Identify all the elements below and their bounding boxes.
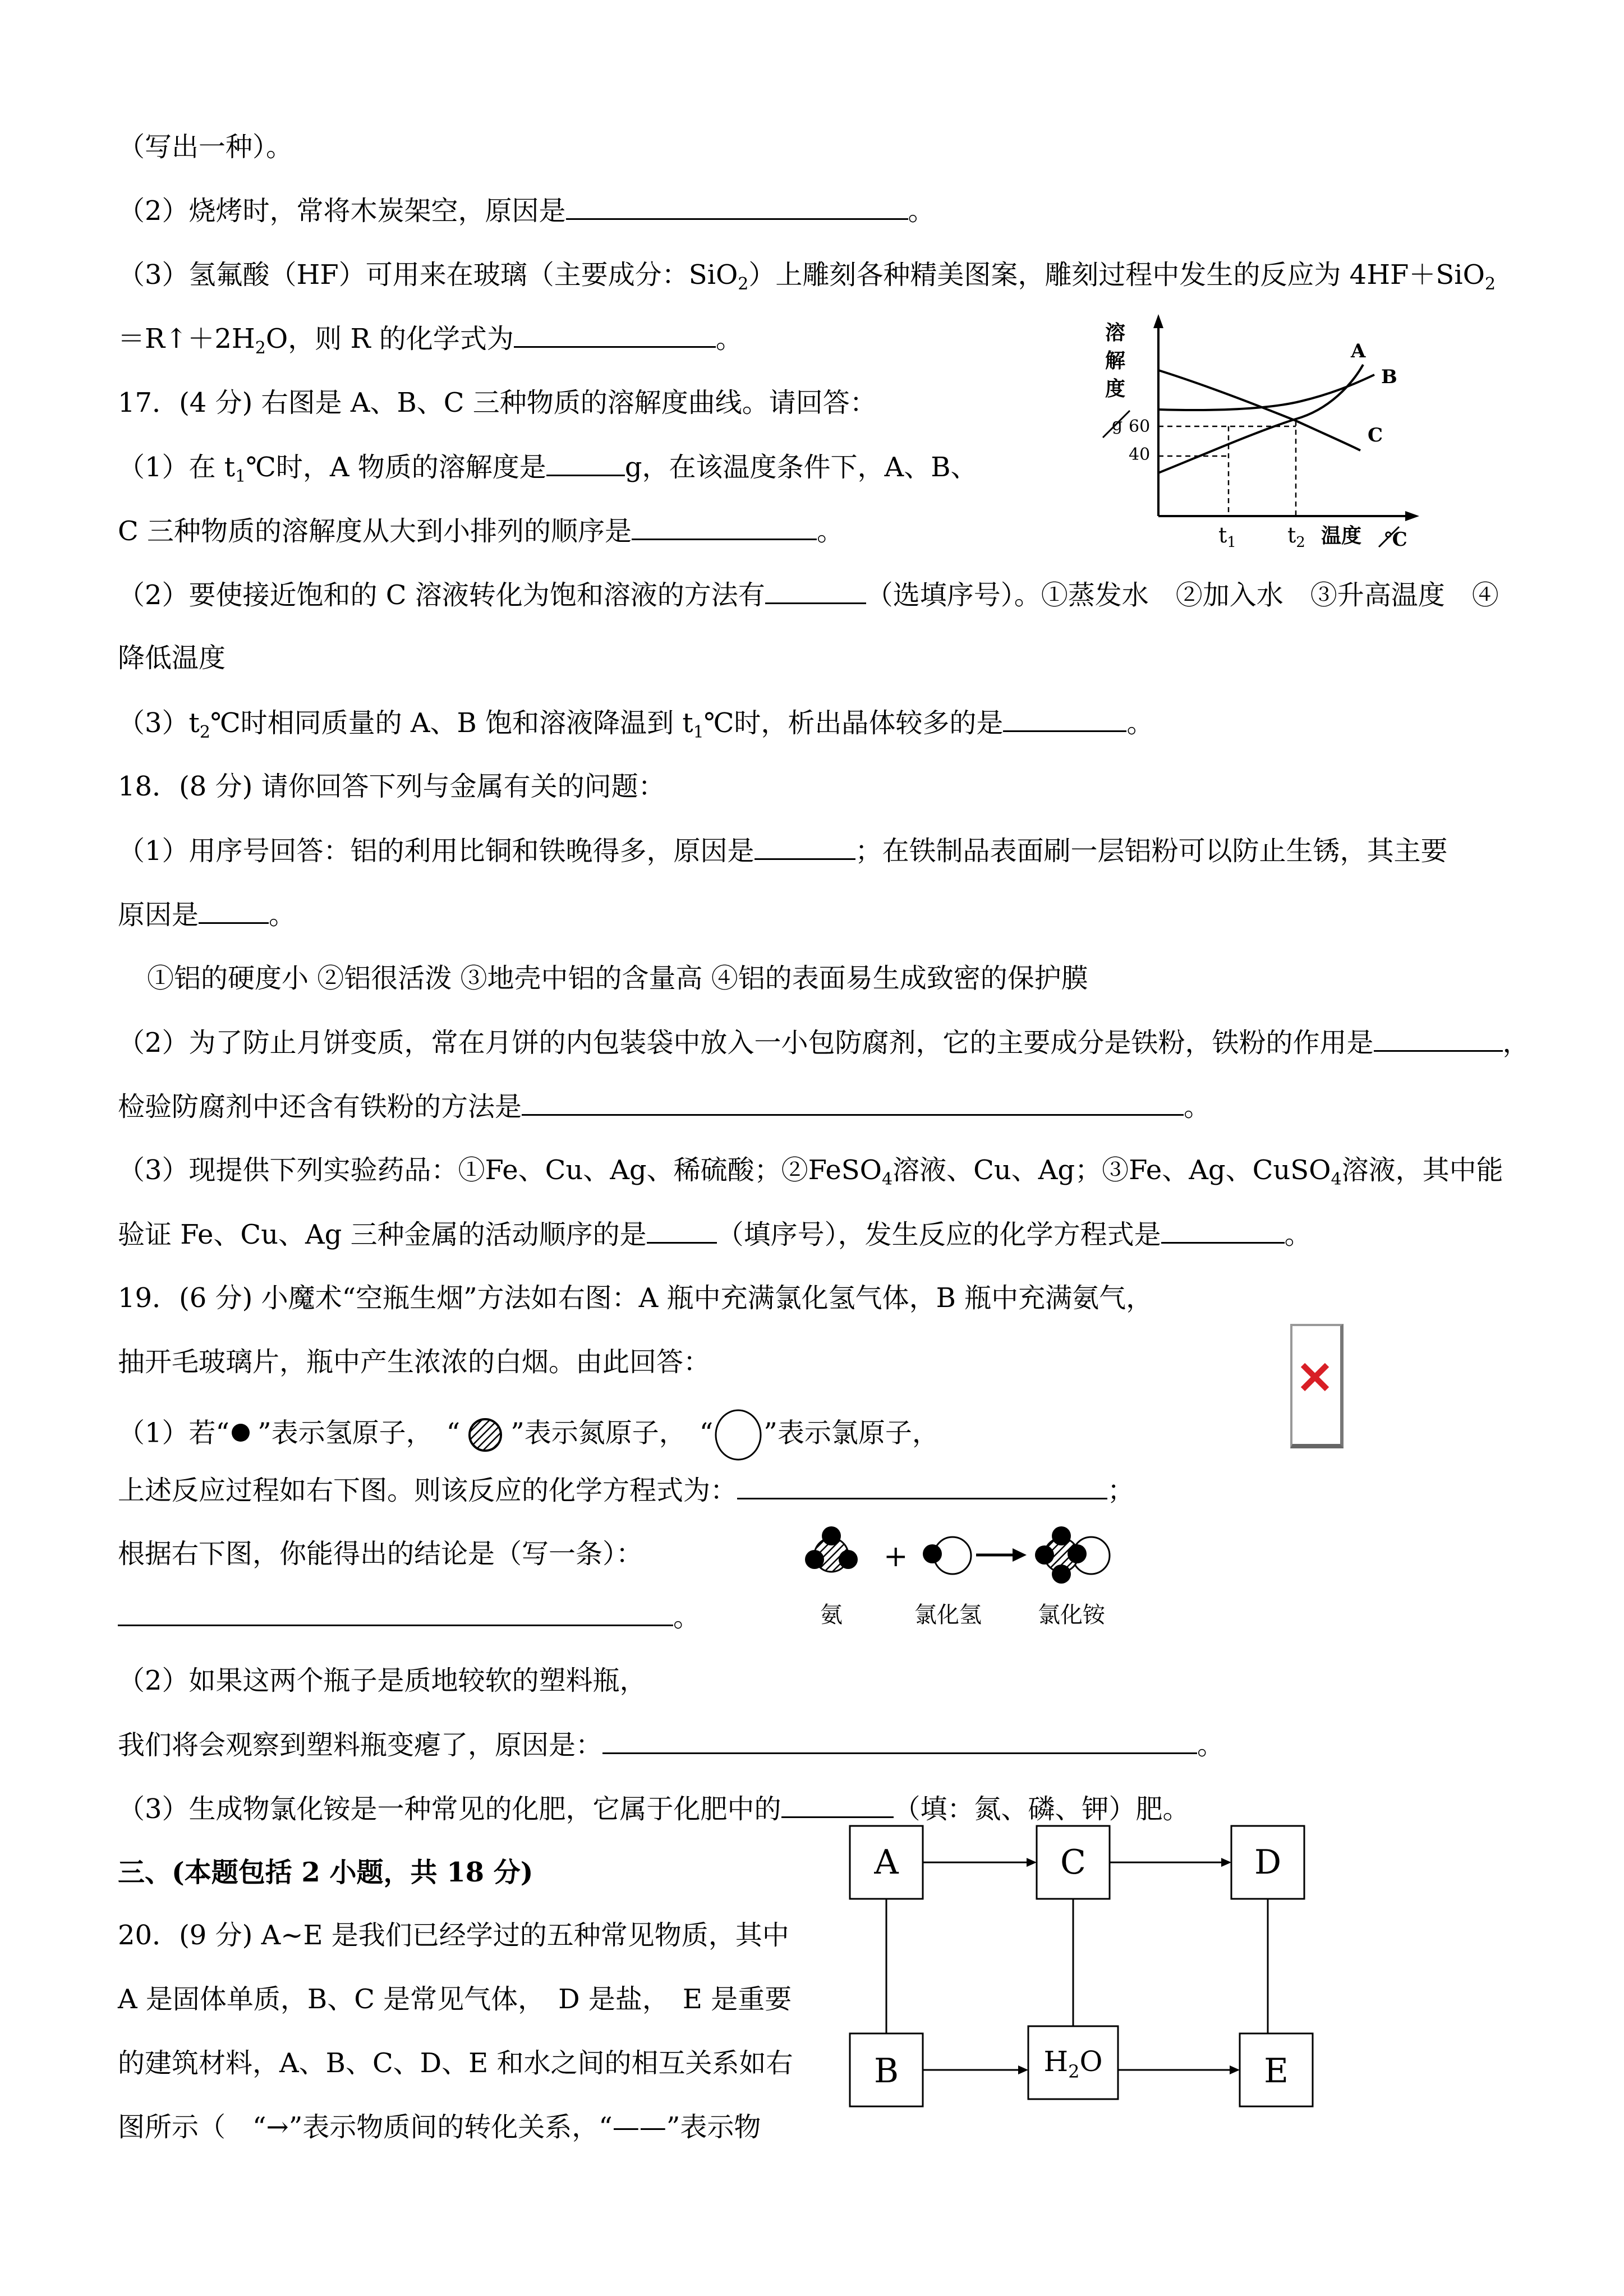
ammonium-chloride-molecule-icon [1035,1526,1110,1584]
question-19-1-conclusion: 根据右下图，你能得出的结论是（写一条）： [118,1538,643,1570]
curve-label-b: B [1381,366,1397,388]
x-tick-t1: $t_1$ [1218,523,1236,551]
question-19-1: （1）若“ ”表示氢原子， “ ”表示氮原子， “ ”表示氯原子， [118,1408,939,1462]
reaction-arrow-icon [976,1548,1027,1562]
x-axis-label: 温度 [1321,524,1362,547]
relationship-diagram [841,1818,1346,2244]
hydrogen-chloride-molecule-icon [923,1537,971,1574]
answer-blank[interactable] [118,1600,673,1626]
answer-blank[interactable] [647,1217,717,1244]
question-18-1-cont: 原因是 。 [118,898,296,932]
question-18-2-cont: 检验防腐剂中还含有铁粉的方法是 。 [118,1089,1211,1124]
answer-blank[interactable] [199,898,269,924]
text-line: （写出一种）。 [118,131,293,163]
y-tick-40: 40 [1129,445,1151,464]
label-b: B [873,2051,899,2091]
answer-blank[interactable] [1161,1217,1285,1244]
x-axis-unit: ℃ [1384,528,1407,551]
label-e: E [1264,2051,1289,2091]
section-heading: 三、(本题包括 2 小题，共 18 分) [118,1857,533,1888]
question-19-title: 19．(6 分) 小魔术“空瓶生烟”方法如右图：A 瓶中充满氯化氢气体，B 瓶中充满氨气， [118,1282,1153,1314]
plus-sign: + [884,1540,908,1573]
label-water: $H_2O$ [1043,2045,1103,2082]
question-20-cont: A 是固体单质，B、C 是常见气体， D 是盐， E 是重要 [118,1984,792,2015]
question-16-3: （3）氢氟酸（HF）可用来在玻璃（主要成分：SiO$_2$）上雕刻各种精美图案，雕刻过程中发生的反应为 4HF＋SiO$_2$ [118,259,1496,294]
guide-lines [1158,421,1296,516]
question-16-3-cont: $=R↑+2H_2O$，则 R 的化学式为 。 [118,321,743,356]
question-17-1: （1）在 $t_1℃$时，A 物质的溶解度是 g，在该温度条件下，A、B、 [118,450,977,484]
broken-image-icon [1292,1326,1340,1444]
question-20-cont: 的建筑材料，A、B、C、D、E 和水之间的相互关系如右 [118,2047,793,2079]
label-a: A [874,1843,899,1882]
question-18-3: （3）现提供下列实验药品：①Fe、Cu、Ag、稀硫酸；②FeSO$_4$溶液、Cu、Ag；③Fe、Ag、CuSO$_4$溶液，其中能 [118,1154,1503,1189]
y-axis-arrow-icon [1153,314,1163,328]
ammonium-chloride-label: 氯化铵 [1038,1602,1105,1628]
x-tick-t2: $t_2$ [1287,523,1305,551]
y-axis-unit: g [1112,415,1123,435]
label-c: C [1060,1843,1086,1882]
text-line: 降低温度 [118,642,226,674]
question-17-title: 17．(4 分) 右图是 A、B、C 三种物质的溶解度曲线。请回答： [118,387,877,418]
question-19-intro: 抽开毛玻璃片，瓶中产生浓浓的白烟。由此回答： [118,1346,711,1378]
question-18-title: 18．(8 分) 请你回答下列与金属有关的问题： [118,771,665,802]
curve-label-c: C [1368,424,1383,447]
options-line: ①铝的硬度小 ②铝很活泼 ③地壳中铝的含量高 ④铝的表面易生成致密的保护膜 [147,963,1088,994]
question-17-1-cont: C 三种物质的溶解度从大到小排列的顺序是 。 [118,514,844,548]
answer-line: 。 [118,1600,700,1634]
answer-blank[interactable] [546,450,625,476]
x-axis-arrow-icon [1405,511,1419,521]
question-19-3: （3）生成物氯化铵是一种常见的化肥，它属于化肥中的 （填：氮、磷、钾）肥。 [118,1792,1190,1826]
arrowhead-icon [1018,2065,1028,2074]
question-19-2: （2）如果这两个瓶子是质地较软的塑料瓶， [118,1665,647,1696]
ammonia-molecule-icon [805,1526,858,1572]
svg-text:✕: ✕ [1296,1351,1334,1404]
hydrogen-chloride-label: 氯化氢 [914,1602,982,1628]
answer-blank[interactable] [514,321,716,348]
arrowhead-icon [1230,2065,1240,2074]
question-18-3-cont: 验证 Fe、Cu、Ag 三种金属的活动顺序的是 （填序号），发生反应的化学方程式是 。 [118,1217,1312,1251]
answer-blank[interactable] [522,1089,1184,1116]
question-19-1-eq: 上述反应过程如右下图。则该反应的化学方程式为： ； [118,1473,1134,1507]
question-19-2-cont: 我们将会观察到塑料瓶变瘪了，原因是： 。 [118,1728,1224,1762]
chlorine-atom-icon [713,1408,763,1462]
question-20: 20．(9 分) A~E 是我们已经学过的五种常见物质，其中 [118,1920,789,1951]
question-18-2: （2）为了防止月饼变质，常在月饼的内包装袋中放入一小包防腐剂，它的主要成分是铁粉，铁粉的作用是 ， [118,1025,1530,1060]
arrowhead-icon [1221,1858,1231,1867]
nitrogen-atom-icon [460,1417,510,1453]
answer-blank[interactable] [1003,706,1126,732]
broken-image-placeholder [1290,1324,1344,1448]
answer-blank[interactable] [737,1473,1107,1499]
ammonia-label: 氨 [820,1602,843,1628]
question-18-1: （1）用序号回答：铝的利用比铜和铁晚得多，原因是 ；在铁制品表面刷一层铝粉可以防止生锈，其主要 [118,834,1448,868]
question-17-2: （2）要使接近饱和的 C 溶液转化为饱和溶液的方法有 （选填序号）。①蒸发水 ②加入水 ③升高温度 ④ [118,578,1499,612]
question-17-3: $(3)t_2℃$时相同质量的 A、B 饱和溶液降温到 $t_1℃$时，析出晶体较多的是 。 [118,706,1153,740]
question-20-cont: 图所示（ “→”表示物质间的转化关系，“——”表示物 [118,2111,761,2143]
solubility-chart [1099,311,1447,558]
answer-blank[interactable] [755,834,855,860]
y-axis-label-char: 解 [1105,349,1126,372]
reaction-diagram [785,1515,1122,1638]
y-axis-label-char: 度 [1105,377,1126,401]
answer-blank[interactable] [602,1728,1197,1754]
hydrogen-atom-icon [229,1423,257,1447]
answer-blank[interactable] [1374,1025,1503,1052]
curve-label-a: A [1351,340,1366,362]
arrowhead-icon [1027,1858,1037,1867]
label-d: D [1254,1843,1282,1882]
answer-blank[interactable] [632,514,817,540]
question-16-2: （2）烧烤时，常将木炭架空，原因是 。 [118,194,935,228]
answer-blank[interactable] [765,578,866,604]
answer-blank[interactable] [566,194,908,220]
y-tick-60: 60 [1129,417,1151,436]
y-axis-label-char: 溶 [1105,321,1126,344]
answer-blank[interactable] [781,1792,894,1818]
